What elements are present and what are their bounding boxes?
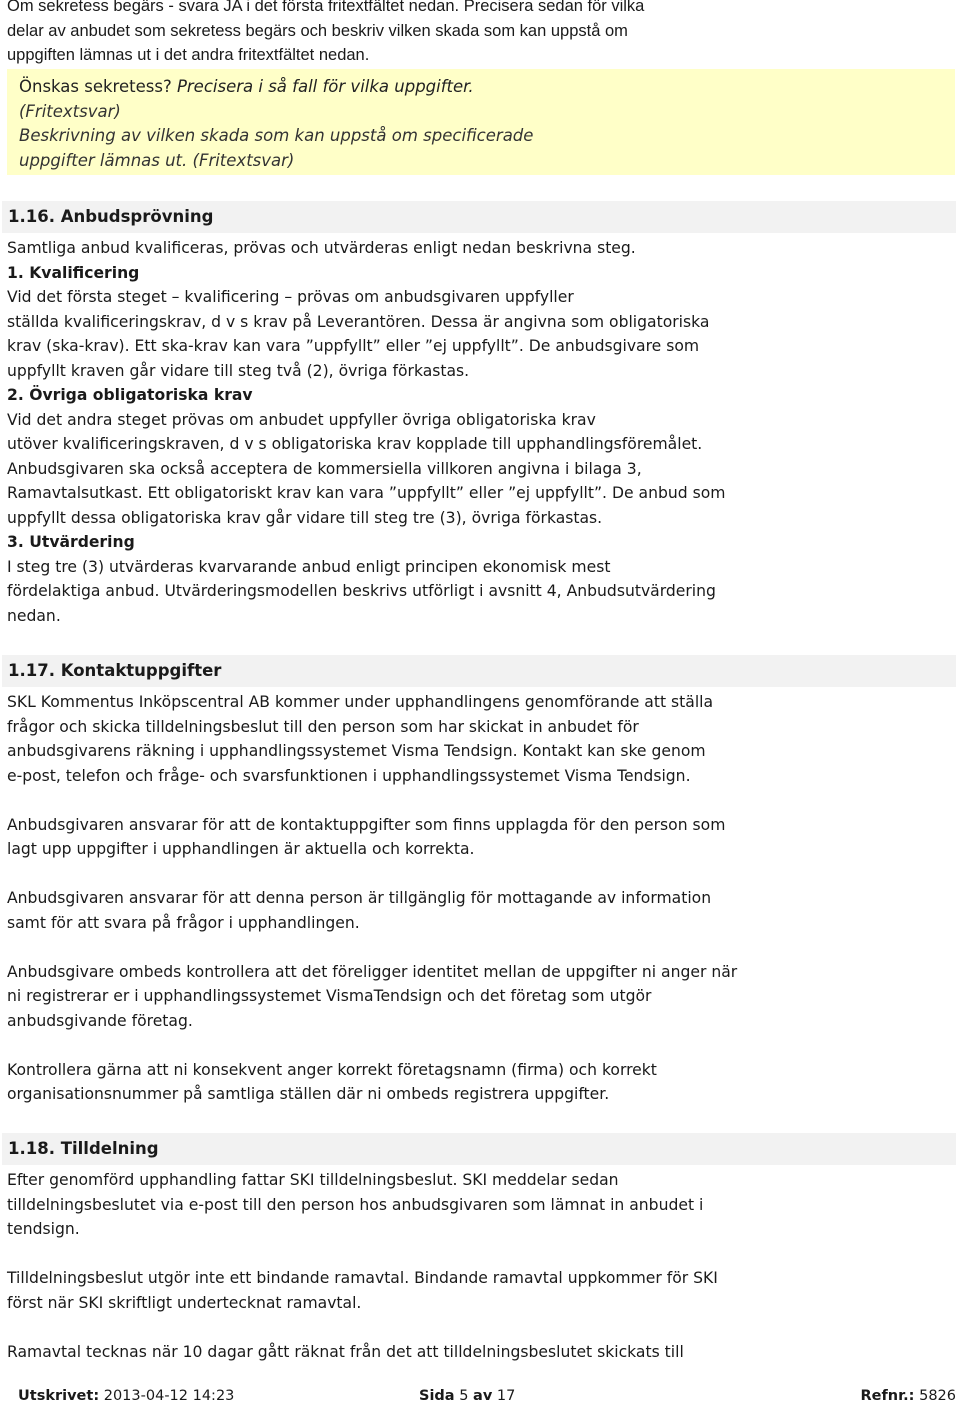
section-intro: Samtliga anbud kvalificeras, prövas och utvärderas enligt nedan beskrivna steg.: [7, 239, 636, 257]
reference-number: [860, 1388, 956, 1404]
paragraph-line: Vid det andra steget prövas om anbudet uppfyller övriga obligatoriska krav: [7, 410, 596, 429]
paragraph-line: Ramavtal tecknas när 10 dagar gått räknat från det att tilldelningsbeslutet skickats till: [7, 1342, 684, 1361]
paragraph-line: uppfyllt dessa obligatoriska krav går vidare till steg tre (3), övriga förkastas.: [7, 508, 603, 527]
section-body-1-18: [7, 1168, 952, 1364]
paragraph-line: Anbudsgivaren ansvarar för att denna person är tillgänglig för mottagande av information: [7, 889, 712, 907]
paragraph-line: SKL Kommentus Inköpscentral AB kommer under upphandlingens genomförande att ställa: [7, 693, 714, 711]
page-of-label: av: [473, 1388, 493, 1404]
section-body-1-16: [7, 236, 952, 628]
free-text-answer-1[interactable]: (Fritextsvar): [19, 101, 121, 121]
paragraph-line: fördelaktiga anbud. Utvärderingsmodellen beskrivs utförligt i avsnitt 4, Anbudsutvärdering: [7, 582, 716, 600]
damage-description-question: Beskrivning av vilken skada som kan uppstå om specificerade: [19, 126, 534, 145]
section-title: 1.17. Kontaktuppgifter: [8, 661, 222, 680]
page-number: [419, 1388, 515, 1404]
paragraph-line: anbudsgivarens räkning i upphandlingssystemet Visma Tendsign. Kontakt kan ske genom: [7, 742, 706, 760]
paragraph-line: utöver kvalificeringskraven, d v s obligatoriska krav kopplade till upphandlingsföremålet.: [7, 435, 703, 453]
paragraph-line: uppfyllt kraven går vidare till steg två (2), övriga förkastas.: [7, 361, 470, 380]
section-title: 1.18. Tilldelning: [8, 1139, 159, 1158]
paragraph-line: ställda kvalificeringskrav, d v s krav på Leverantören. Dessa är angivna som obligatoriska: [7, 312, 710, 331]
paragraph-line: Anbudsgivaren ska också acceptera de kommersiella villkoren angivna i bilaga 3,: [7, 459, 642, 478]
paragraph-line: Kontrollera gärna att ni konsekvent anger korrekt företagsnamn (firma) och korrekt: [7, 1060, 657, 1079]
paragraph-line: organisationsnummer på samtliga ställen där ni ombeds registrera uppgifter.: [7, 1085, 610, 1103]
paragraph-line: ni registrerar er i upphandlingssystemet VismaTendsign och det företag som utgör: [7, 987, 652, 1005]
paragraph-line: Anbudsgivare ombeds kontrollera att det föreligger identitet mellan de uppgifter ni anger när: [7, 962, 738, 981]
step-title: 2. Övriga obligatoriska krav: [7, 386, 253, 404]
paragraph-line: Anbudsgivaren ansvarar för att de kontaktuppgifter som finns upplagda för den person som: [7, 815, 726, 834]
section-heading-1-17: [2, 655, 956, 687]
section-title: 1.16. Anbudsprövning: [8, 207, 214, 226]
intro-line: delar av anbudet som sekretess begärs och beskriv vilken skada som kan uppstå om: [7, 21, 628, 40]
paragraph-line: Vid det första steget – kvalificering – prövas om anbudsgivaren uppfyller: [7, 288, 574, 306]
paragraph-line: frågor och skicka tilldelningsbeslut till den person som har skickat in anbudet för: [7, 717, 639, 736]
ref-value: 5826: [914, 1388, 956, 1404]
paragraph-line: först när SKI skriftligt undertecknat ramavtal.: [7, 1293, 362, 1312]
paragraph-line: Efter genomförd upphandling fattar SKI tilldelningsbeslut. SKI meddelar sedan: [7, 1171, 619, 1189]
step-title: 1. Kvalificering: [7, 263, 140, 282]
question-instruction: Precisera i så fall för vilka uppgifter.: [176, 77, 474, 96]
page-footer: [18, 1388, 956, 1408]
paragraph-line: nedan.: [7, 606, 61, 625]
page-total: 17: [496, 1388, 516, 1404]
confidentiality-question-box: [7, 69, 955, 175]
paragraph-line: e-post, telefon och fråge- och svarsfunktionen i upphandlingssystemet Visma Tendsign.: [7, 766, 691, 785]
section-body-1-17: [7, 690, 952, 1107]
printed-label: Utskrivet:: [18, 1388, 100, 1404]
printed-value: 2013-04-12 14:23: [99, 1388, 235, 1404]
section-heading-1-18: [2, 1133, 956, 1165]
paragraph-line: Tilldelningsbeslut utgör inte ett bindande ramavtal. Bindande ramavtal uppkommer för SKI: [7, 1269, 718, 1287]
paragraph-line: tendsign.: [7, 1220, 80, 1238]
paragraph-line: krav (ska-krav). Ett ska-krav kan vara ”uppfyllt” eller ”ej uppfyllt”. De anbudsgivare som: [7, 337, 700, 355]
step-title: 3. Utvärdering: [7, 533, 135, 551]
paragraph-line: samt för att svara på frågor i upphandlingen.: [7, 913, 360, 932]
page-label: Sida: [419, 1388, 455, 1404]
paragraph-line: Ramavtalsutkast. Ett obligatoriskt krav kan vara ”uppfyllt” eller ”ej uppfyllt”. De anbud som: [7, 484, 726, 502]
intro-line: uppgiften lämnas ut i det andra fritextfältet nedan.: [7, 46, 370, 64]
confidentiality-instructions: [7, 0, 952, 68]
ref-label: Refnr.:: [860, 1388, 915, 1404]
question-text: Önskas sekretess?: [19, 77, 177, 96]
paragraph-line: I steg tre (3) utvärderas kvarvarande anbud enligt principen ekonomisk mest: [7, 557, 611, 576]
paragraph-line: lagt upp uppgifter i upphandlingen är aktuella och korrekta.: [7, 840, 475, 858]
paragraph-line: anbudsgivande företag.: [7, 1011, 193, 1030]
intro-line: Om sekretess begärs - svara JA i det första fritextfältet nedan. Precisera sedan för vilka: [7, 0, 645, 15]
printed-date: [18, 1388, 234, 1404]
page-current: 5: [459, 1388, 469, 1404]
confidentiality-question: [19, 75, 919, 100]
paragraph-line: tilldelningsbeslutet via e-post till den person hos anbudsgivaren som lämnat in anbudet i: [7, 1195, 704, 1214]
section-heading-1-16: [2, 201, 956, 233]
damage-description-question-cont[interactable]: uppgifter lämnas ut. (Fritextsvar): [19, 150, 295, 170]
